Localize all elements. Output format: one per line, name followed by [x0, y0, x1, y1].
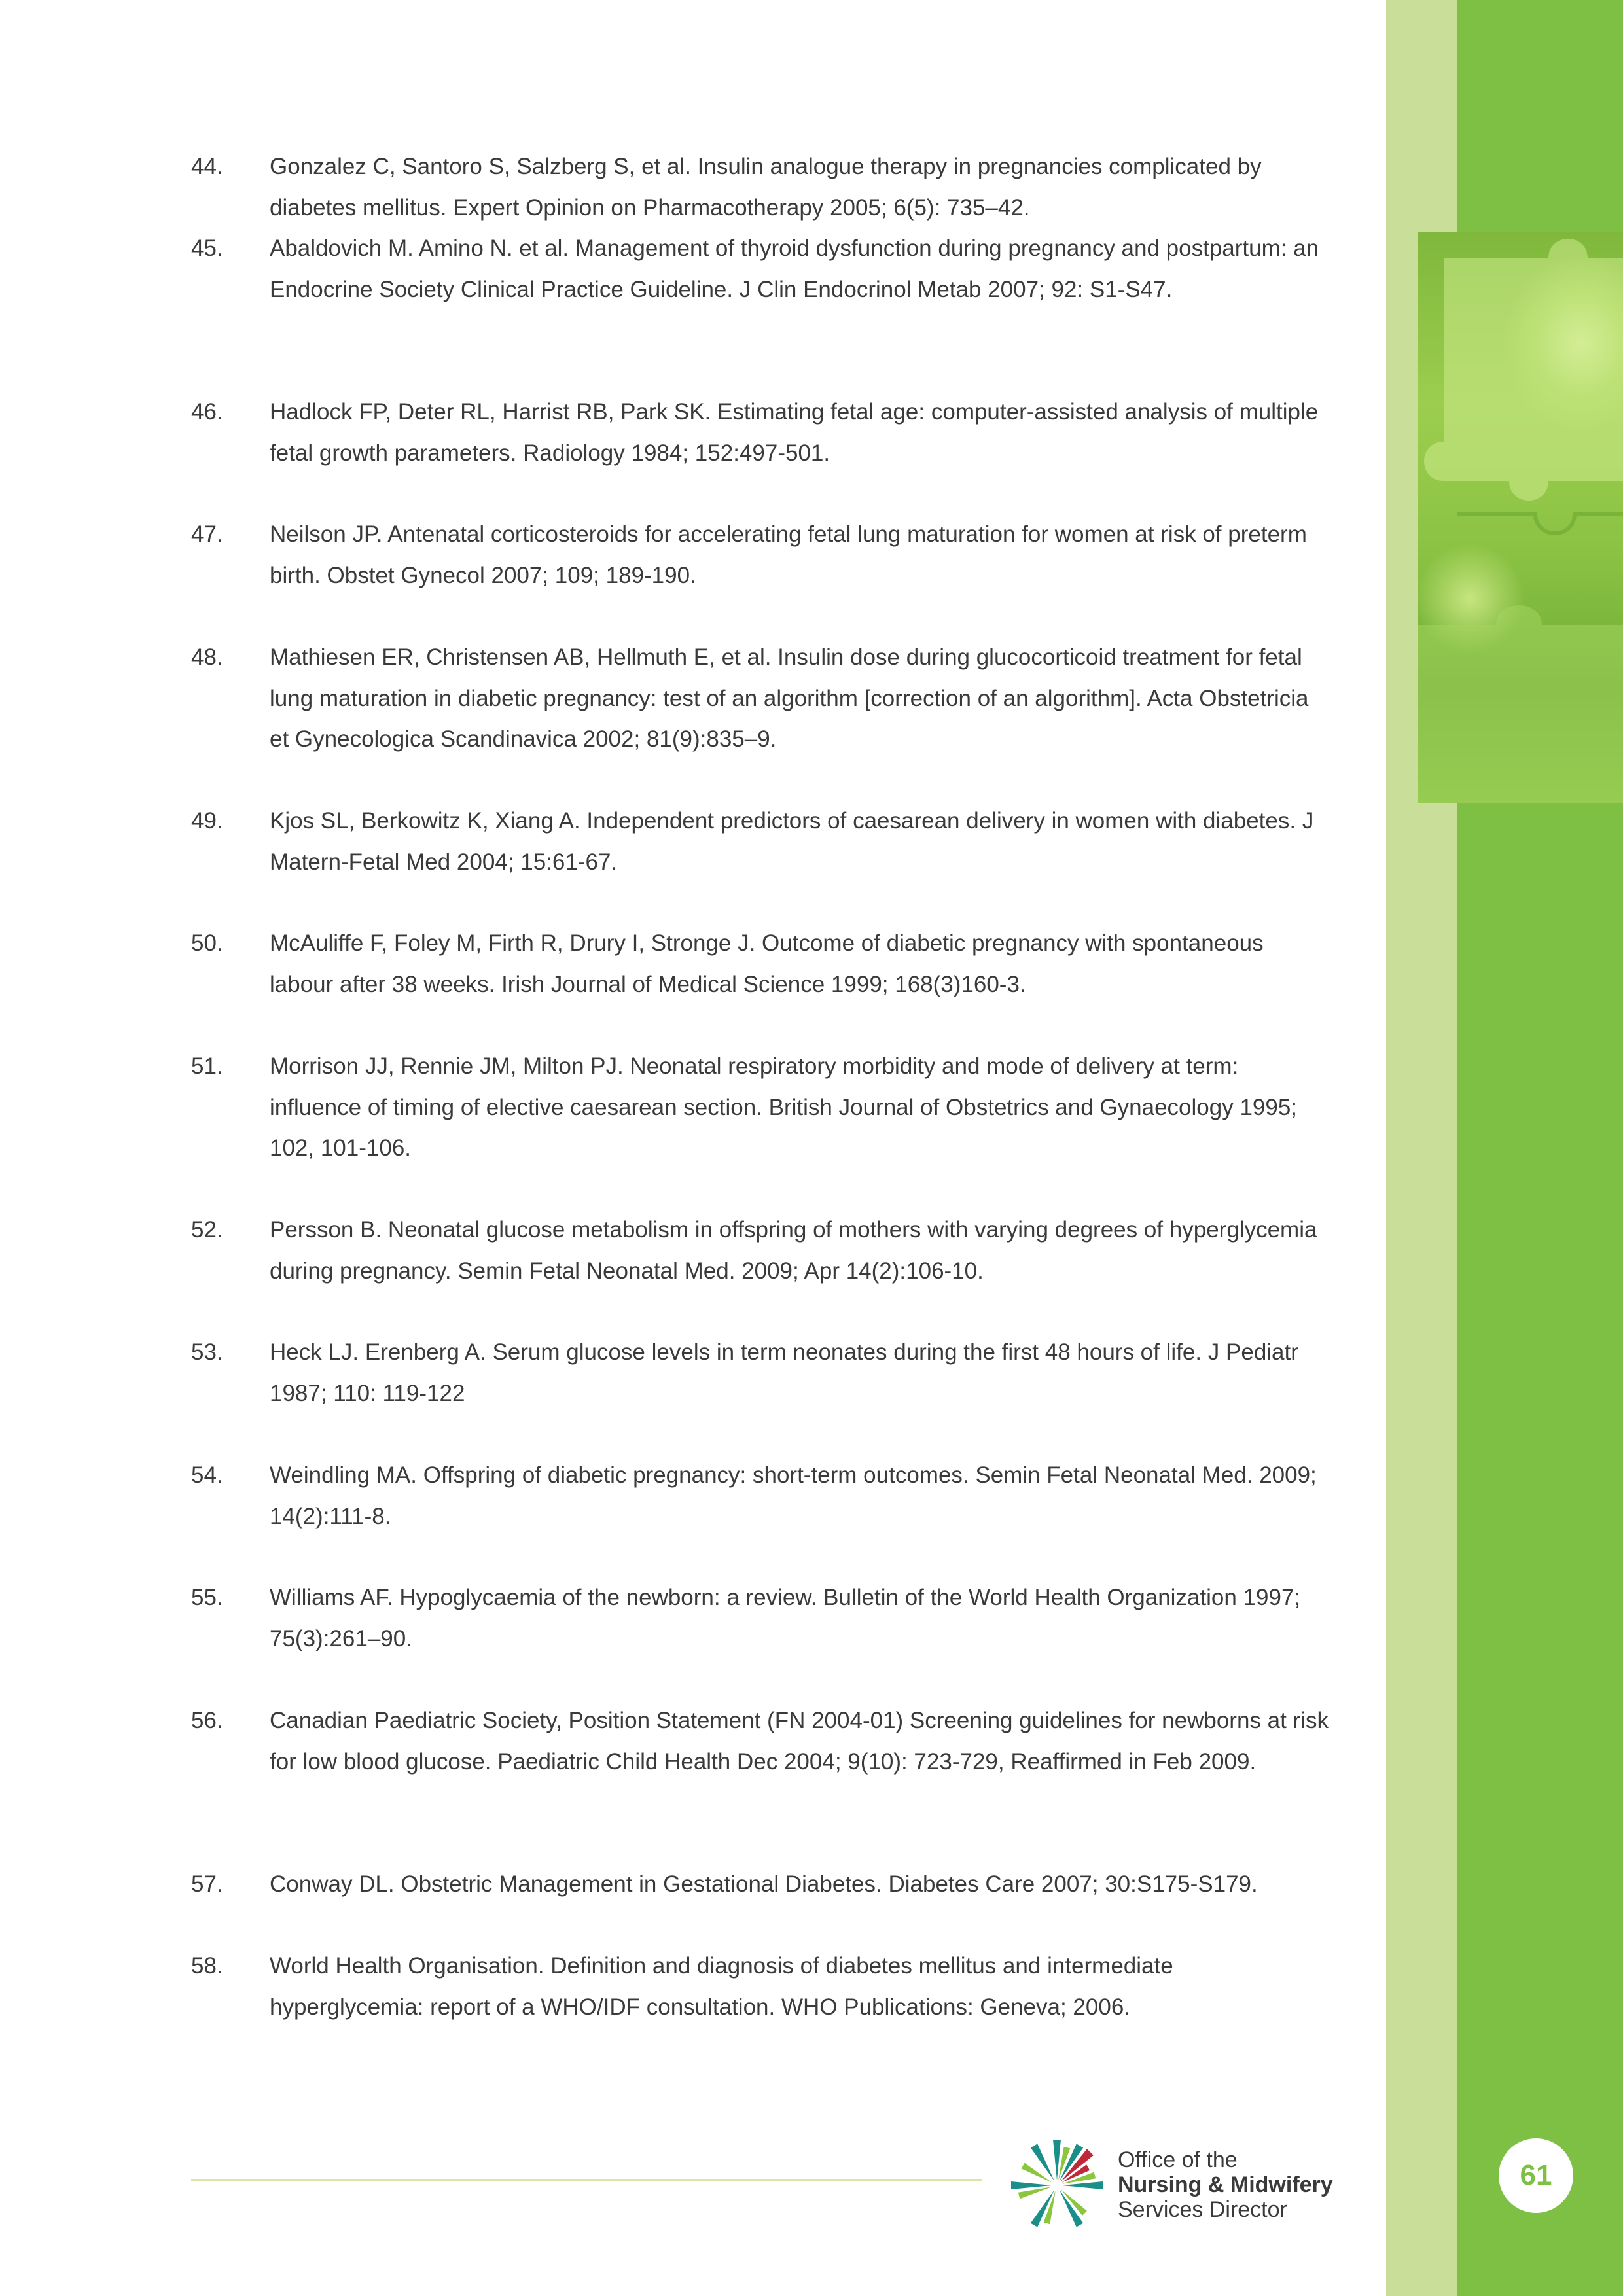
reference-number: 50. — [191, 930, 223, 956]
reference-number: 51. — [191, 1053, 223, 1079]
reference-text: Hadlock FP, Deter RL, Harrist RB, Park SK. Estimating fetal age: computer-assisted analysis of multiple fetal growth parameters. Radiology 1984; 152:497-501. — [270, 399, 1319, 466]
reference-text: Kjos SL, Berkowitz K, Xiang A. Independent predictors of caesarean delivery in women with diabetes. J Matern-Fetal Med 2004; 15:61-67. — [270, 808, 1314, 875]
reference-number: 58. — [191, 1953, 223, 1979]
reference-text: Neilson JP. Antenatal corticosteroids for accelerating fetal lung maturation for women at risk of preterm birth. Obstet Gynecol 2007; 109; 189-190. — [270, 521, 1307, 588]
reference-text: Canadian Paediatric Society, Position Statement (FN 2004-01) Screening guidelines for newborns at risk for low blood glucose. Paediatric Child Health Dec 2004; 9(10): 723-729, Reaffirmed in Feb 2009. — [270, 1708, 1329, 1775]
reference-text: Persson B. Neonatal glucose metabolism in offspring of mothers with varying degrees of hyperglycemia during pregnancy. Semin Fetal Neonatal Med. 2009; Apr 14(2):106-10. — [270, 1217, 1317, 1284]
reference-text: Morrison JJ, Rennie JM, Milton PJ. Neonatal respiratory morbidity and mode of delivery at term: influence of timing of elective caesarean section. British Journal of Obstetrics and Gynaecology 1995; 102, 101-106. — [270, 1053, 1298, 1161]
starburst-logo-icon — [1001, 2130, 1113, 2241]
reference-text: Williams AF. Hypoglycaemia of the newborn: a review. Bulletin of the World Health Organization 1997; 75(3):261–90. — [270, 1585, 1301, 1651]
reference-text: Gonzalez C, Santoro S, Salzberg S, et al. Insulin analogue therapy in pregnancies complicated by diabetes mellitus. Expert Opinion on Pharmacotherapy 2005; 6(5): 735–42. — [270, 154, 1262, 221]
reference-text: Heck LJ. Erenberg A. Serum glucose levels in term neonates during the first 48 hours of life. J Pediatr 1987; 110: 119-122 — [270, 1339, 1298, 1406]
reference-text: Conway DL. Obstetric Management in Gestational Diabetes. Diabetes Care 2007; 30:S175-S179. — [270, 1871, 1258, 1897]
reference-number: 44. — [191, 154, 223, 179]
puzzle-photo — [1418, 232, 1623, 803]
logo-line-3: Services Director — [1118, 2197, 1287, 2222]
reference-number: 52. — [191, 1217, 223, 1243]
reference-text: World Health Organisation. Definition and diagnosis of diabetes mellitus and intermediate hyperglycemia: report of a WHO/IDF consultation. WHO Publications: Geneva; 2006. — [270, 1953, 1173, 2020]
reference-number: 53. — [191, 1339, 223, 1365]
footer-divider — [191, 2179, 982, 2181]
reference-text: Abaldovich M. Amino N. et al. Management of thyroid dysfunction during pregnancy and postpartum: an Endocrine Society Clinical Practice Guideline. J Clin Endocrinol Metab 2007; 92: S1-S47. — [270, 236, 1319, 302]
reference-text: McAuliffe F, Foley M, Firth R, Drury I, Stronge J. Outcome of diabetic pregnancy with spontaneous labour after 38 weeks. Irish Journal of Medical Science 1999; 168(3)160-3. — [270, 930, 1264, 997]
logo-line-1: Office of the — [1118, 2147, 1238, 2172]
page-number: 61 — [1520, 2159, 1552, 2191]
reference-number: 48. — [191, 645, 223, 670]
reference-number: 57. — [191, 1871, 223, 1897]
reference-number: 54. — [191, 1462, 223, 1488]
reference-number: 46. — [191, 399, 223, 425]
reference-number: 49. — [191, 808, 223, 834]
page-number-badge — [1499, 2138, 1573, 2213]
logo-line-2: Nursing & Midwifery — [1118, 2172, 1333, 2197]
reference-number: 47. — [191, 521, 223, 547]
reference-text: Mathiesen ER, Christensen AB, Hellmuth E, et al. Insulin dose during glucocorticoid treatment for fetal lung maturation in diabetic pregnancy: test of an algorithm [correction of an algorithm]. Acta Obstetricia et Gynecologica Scandinavica 2002; 81(9):835–9. — [270, 645, 1309, 752]
organization-name — [1118, 2147, 1334, 2222]
reference-number: 55. — [191, 1585, 223, 1610]
reference-number: 45. — [191, 236, 223, 261]
reference-number: 56. — [191, 1708, 223, 1733]
reference-text: Weindling MA. Offspring of diabetic pregnancy: short-term outcomes. Semin Fetal Neonatal Med. 2009; 14(2):111-8. — [270, 1462, 1317, 1529]
